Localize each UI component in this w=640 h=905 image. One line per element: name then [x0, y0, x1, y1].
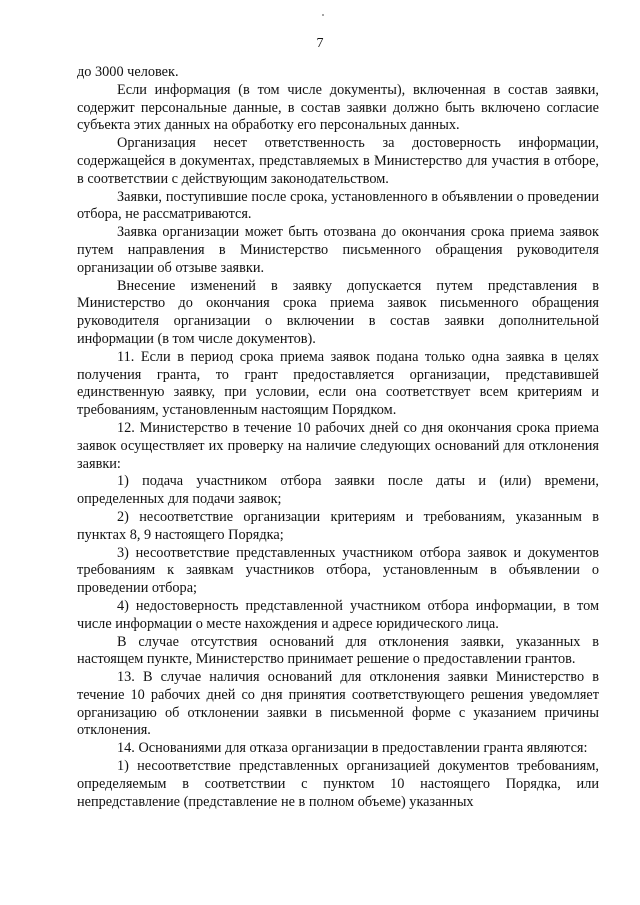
scan-dot: [322, 14, 324, 16]
paragraph: Внесение изменений в заявку допускается путем представления в Министерство до окончания срока приема заявок письменного обращения руководителя организации о включении в состав заявки дополнительной информации (в том числе документов).: [77, 277, 599, 347]
paragraph-item-13: 13. В случае наличия оснований для отклонения заявки Министерство в течение 10 рабочих дней со дня принятия соответствующего решения уведомляет организацию об отклонении заявки в письменной форме с указанием причины отклонения.: [77, 669, 599, 739]
paragraph-item-14: 14. Основаниями для отказа организации в предоставлении гранта являются:: [117, 740, 588, 757]
document-body: [77, 64, 599, 811]
list-item: 2) несоответствие организации критериям и требованиям, указанным в пунктах 8, 9 настоящего Порядка;: [77, 508, 599, 543]
paragraph: Если информация (в том числе документы), включенная в состав заявки, содержит персональные данные, в состав заявки должно быть включено согласие субъекта этих данных на обработку его персональных данных.: [77, 81, 599, 134]
paragraph: В случае отсутствия оснований для отклонения заявки, указанных в настоящем пункте, Министерство принимает решение о предоставлении грантов.: [77, 633, 599, 668]
paragraph: Заявки, поступившие после срока, установленного в объявлении о проведении отбора, не рассматриваются.: [77, 188, 599, 223]
paragraph: Заявка организации может быть отозвана до окончания срока приема заявок путем направления в Министерство письменного обращения руководителя организации об отзыве заявки.: [77, 224, 599, 276]
paragraph-item-11: 11. Если в период срока приема заявок подана только одна заявка в целях получения гранта, то грант предоставляется организации, представившей единственную заявку, при условии, если она соответствует всем критериям и требованиям, установленным настоящим Порядком.: [77, 348, 599, 419]
list-item: 4) недостоверность представленной участником отбора информации, в том числе информации о месте нахождения и адресе юридического лица.: [77, 597, 599, 632]
list-item: 1) несоответствие представленных организацией документов требованиям, определяемым в соответствии с пунктом 10 настоящего Порядка, или непредставление (представление не в полном объеме) указанных: [77, 758, 599, 810]
page-number: 7: [316, 36, 324, 51]
paragraph: до 3000 человек.: [77, 64, 179, 80]
list-item: 3) несоответствие представленных участником отбора заявок и документов требованиям к заявкам участников отбора, установленным в объявлении о проведении отбора;: [77, 544, 599, 597]
paragraph: Организация несет ответственность за достоверность информации, содержащейся в документах, представляемых в Министерство для участия в отборе, в соответствии с действующим законодательством.: [77, 135, 599, 187]
list-item: 1) подача участником отбора заявки после даты и (или) времени, определенных для подачи заявок;: [77, 473, 599, 508]
paragraph-item-12: 12. Министерство в течение 10 рабочих дней со дня окончания срока приема заявок осуществляет их проверку на наличие следующих оснований для отклонения заявки:: [77, 419, 599, 472]
